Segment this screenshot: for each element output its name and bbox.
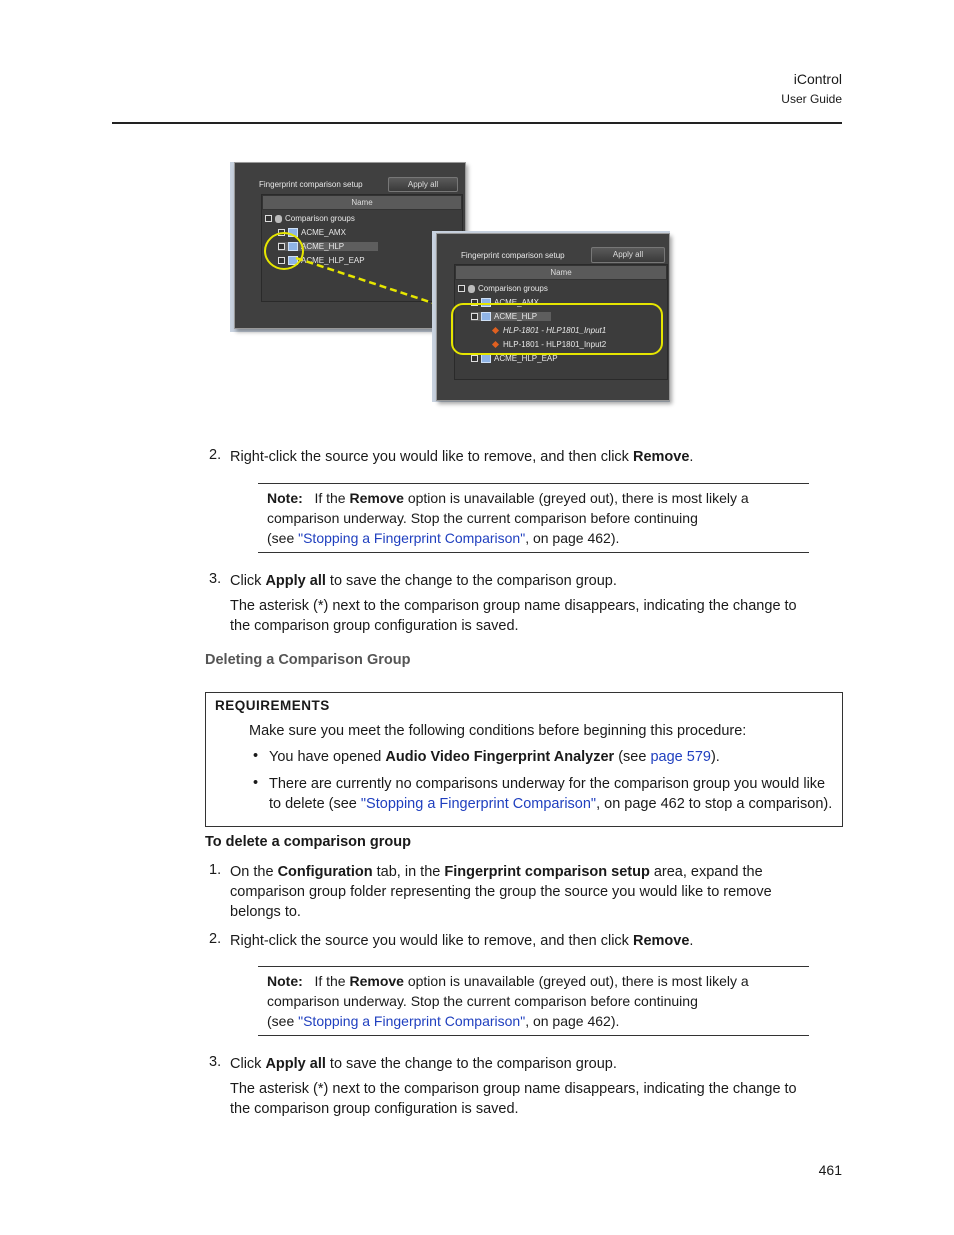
left-panel-title: Fingerprint comparison setup — [259, 180, 363, 189]
left-tree-item[interactable]: Comparison groups — [265, 214, 355, 223]
left-column-header: Name — [262, 195, 462, 210]
stopping-comparison-link[interactable]: "Stopping a Fingerprint Comparison" — [360, 796, 597, 812]
right-tree-item[interactable]: ACME_HLP_EAP — [471, 354, 558, 363]
left-tree-item-selected[interactable]: ACME_HLP — [278, 242, 378, 251]
page-number: 461 — [818, 1162, 842, 1178]
database-icon — [468, 285, 475, 293]
note-box: Note: If the Remove option is unavailable (greyed out), there is most likely a comparison underway. Stop the current comparison before continuing (see "Stopping a Fingerprint Comparison", on page 462). — [258, 483, 809, 553]
left-apply-all-button[interactable]: Apply all — [388, 177, 458, 192]
step-description: The asterisk (*) next to the comparison group name disappears, indicating the change to the comparison group configuration is saved. — [230, 598, 797, 634]
step-number: 3. — [209, 571, 222, 587]
bullet: • — [253, 775, 259, 791]
group-icon — [481, 354, 491, 363]
left-tree-item[interactable]: ACME_HLP_EAP — [278, 256, 365, 265]
step-number: 3. — [209, 1054, 222, 1070]
collapse-icon[interactable] — [458, 285, 465, 292]
header-subtitle: User Guide — [781, 92, 842, 106]
note-label: Note: — [267, 973, 303, 989]
right-apply-all-button[interactable]: Apply all — [591, 247, 665, 263]
note-box: Note: If the Remove option is unavailable (greyed out), there is most likely a comparison underway. Stop the current comparison before continuing (see "Stopping a Fingerprint Comparison", on page 462). — [258, 966, 809, 1036]
requirement-item: There are currently no comparisons underway for the comparison group you would like to delete (see "Stopping a Fingerprint Comparison", on page 462 to stop a comparison). — [269, 776, 833, 812]
procedure-title: To delete a comparison group — [205, 834, 411, 850]
step-text: Right-click the source you would like to remove, and then click Remove. — [230, 449, 694, 465]
step-text: Click Apply all to save the change to the comparison group. — [230, 573, 617, 589]
right-tree-item[interactable]: Comparison groups — [458, 284, 548, 293]
step-text: Right-click the source you would like to remove, and then click Remove. — [230, 933, 694, 949]
header-rule — [112, 122, 842, 124]
page-579-link[interactable]: page 579 — [650, 749, 711, 765]
right-panel-title: Fingerprint comparison setup — [461, 251, 565, 260]
right-tree-source-item[interactable]: HLP-1801 - HLP1801_Input2 — [493, 340, 606, 349]
expand-icon[interactable] — [471, 355, 478, 362]
header-title: iControl — [793, 71, 842, 87]
step-description: The asterisk (*) next to the comparison group name disappears, indicating the change to the comparison group configuration is saved. — [230, 1081, 797, 1117]
right-tree-item[interactable]: ACME_AMX — [471, 298, 539, 307]
requirements-box — [205, 692, 843, 827]
stopping-comparison-link[interactable]: "Stopping a Fingerprint Comparison" — [298, 1013, 526, 1029]
stopping-comparison-link[interactable]: "Stopping a Fingerprint Comparison" — [298, 530, 526, 546]
note-label: Note: — [267, 490, 303, 506]
right-tree-source-item[interactable]: HLP-1801 - HLP1801_Input1 — [493, 326, 606, 335]
step-text: On the Configuration tab, in the Fingerprint comparison setup area, expand the comparison group folder representing the group the source you would like to remove belongs to. — [230, 864, 772, 920]
requirement-item: You have opened Audio Video Fingerprint Analyzer (see page 579). — [269, 749, 720, 765]
step-number: 2. — [209, 931, 222, 947]
step-number: 2. — [209, 447, 222, 463]
bullet: • — [253, 748, 259, 764]
step-number: 1. — [209, 862, 222, 878]
requirements-title: REQUIREMENTS — [215, 698, 330, 713]
step-text: Click Apply all to save the change to the comparison group. — [230, 1056, 617, 1072]
section-heading: Deleting a Comparison Group — [205, 652, 411, 668]
right-tree-item-selected[interactable]: ACME_HLP — [471, 312, 551, 321]
right-column-header: Name — [455, 265, 667, 280]
highlight-box — [451, 303, 663, 355]
left-tree-item[interactable]: ACME_AMX — [278, 228, 346, 237]
screenshot-figure — [230, 162, 672, 404]
requirements-intro: Make sure you meet the following conditions before beginning this procedure: — [249, 723, 747, 739]
